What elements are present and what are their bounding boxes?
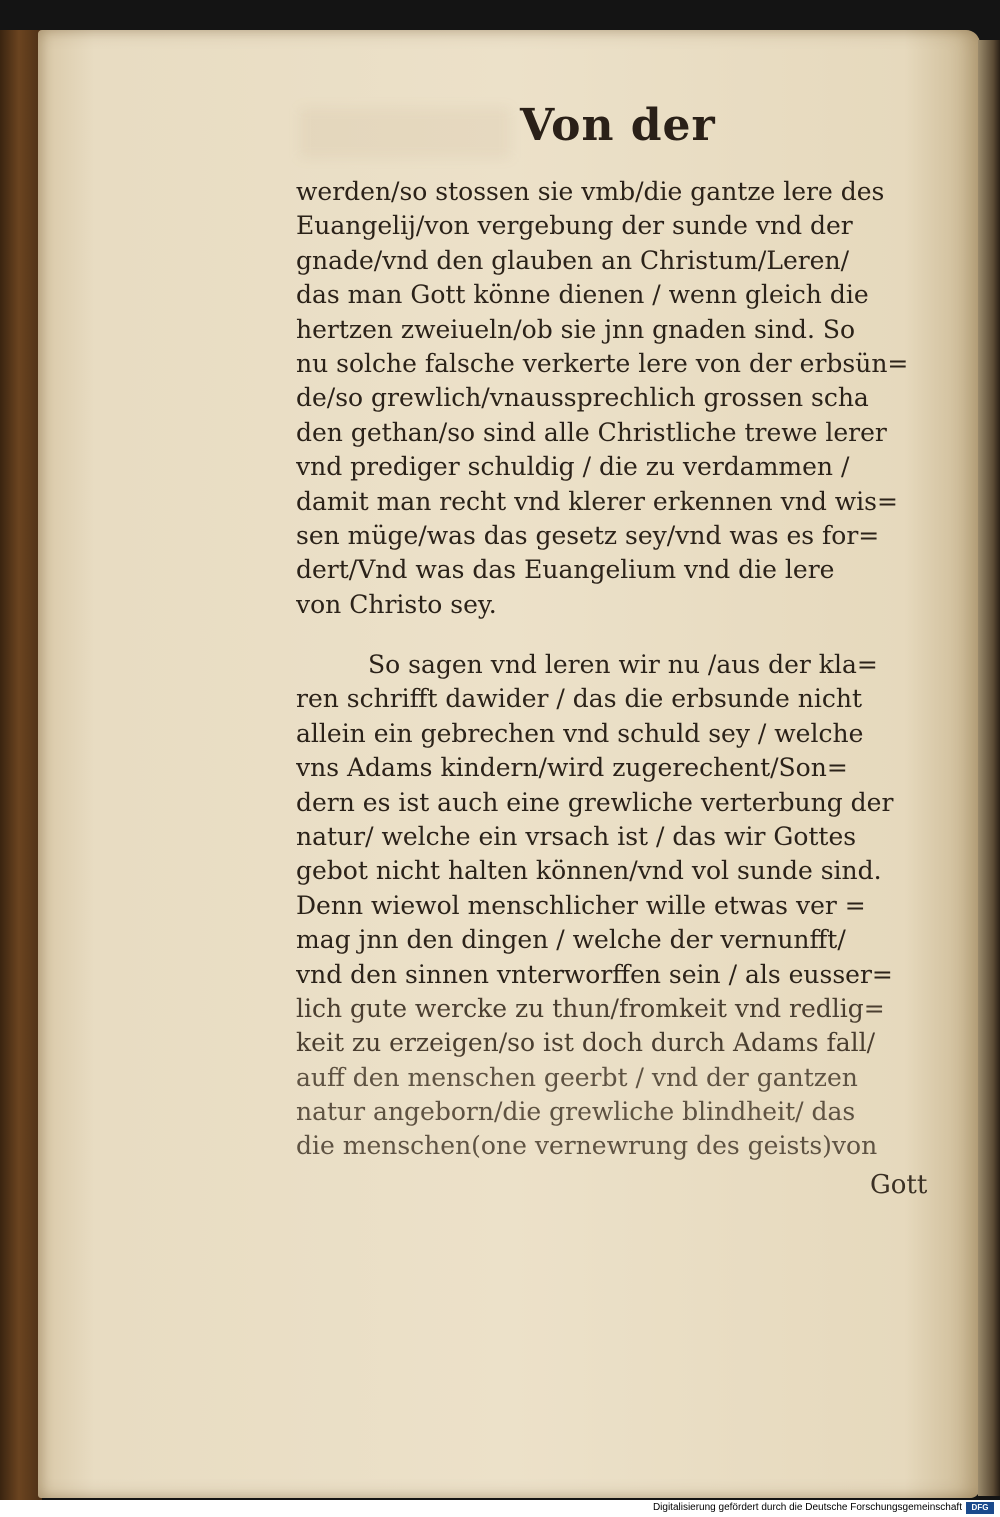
text-line: keit zu erzeigen/so ist doch durch Adams fall/ bbox=[296, 1028, 876, 1058]
text-line: vns Adams kindern/wird zugerechent/Son= bbox=[296, 753, 848, 783]
catchword: Gott bbox=[870, 1170, 928, 1200]
footer-funding-note: Digitalisierung gefördert durch die Deutsche Forschungsgemeinschaft bbox=[652, 1502, 962, 1513]
text-line: dern es ist auch eine grewliche verterbung der bbox=[296, 787, 894, 817]
text-line: hertzen zweiueln/ob sie jnn gnaden sind. So bbox=[296, 314, 856, 344]
dfg-logo: DFG bbox=[966, 1502, 994, 1514]
paragraph-1 bbox=[296, 175, 946, 622]
show-through-heading bbox=[300, 108, 510, 158]
text-line: dert/Vnd was das Euangelium vnd die lere bbox=[296, 555, 835, 585]
page-fore-edge bbox=[978, 40, 1000, 1496]
text-line: auff den menschen geerbt / vnd der gantzen bbox=[296, 1062, 858, 1092]
text-line: natur angeborn/die grewliche blindheit/ das bbox=[296, 1097, 856, 1127]
text-line: de/so grewlich/vnaussprechlich grossen scha bbox=[296, 383, 869, 413]
text-line: vnd den sinnen vnterworffen sein / als eusser= bbox=[296, 959, 893, 989]
text-line: damit man recht vnd klerer erkennen vnd wis= bbox=[296, 486, 898, 516]
running-heading: Von der bbox=[520, 100, 716, 151]
text-line: allein ein gebrechen vnd schuld sey / welche bbox=[296, 718, 864, 748]
text-line: ren schrifft dawider / das die erbsunde nicht bbox=[296, 684, 862, 714]
text-line: sen müge/was das gesetz sey/vnd was es for= bbox=[296, 520, 880, 550]
text-line: natur/ welche ein vrsach ist / das wir Gottes bbox=[296, 821, 857, 851]
text-line: gnade/vnd den glauben an Christum/Leren/ bbox=[296, 245, 850, 275]
text-line: den gethan/so sind alle Christliche trewe lerer bbox=[296, 417, 887, 447]
text-line: nu solche falsche verkerte lere von der erbsün= bbox=[296, 348, 909, 378]
text-line: vnd prediger schuldig / die zu verdammen / bbox=[296, 452, 850, 482]
book-spine-edge bbox=[0, 30, 42, 1500]
text-line: So sagen vnd leren wir nu /aus der kla= bbox=[368, 650, 878, 679]
text-line: gebot nicht halten können/vnd vol sunde sind. bbox=[296, 856, 882, 886]
text-line: das man Gott könne dienen / wenn gleich die bbox=[296, 280, 869, 310]
text-line: lich gute wercke zu thun/fromkeit vnd redlig= bbox=[296, 993, 885, 1023]
text-line: von Christo sey. bbox=[296, 589, 497, 619]
text-line: Euangelij/von vergebung der sunde vnd der bbox=[296, 211, 853, 241]
text-line: Denn wiewol menschlicher wille etwas ver = bbox=[296, 890, 866, 920]
text-line: werden/so stossen sie vmb/die gantze lere des bbox=[296, 177, 885, 206]
paragraph-2 bbox=[296, 648, 946, 1164]
text-line: mag jnn den dingen / welche der vernunfft/ bbox=[296, 925, 846, 955]
text-line: die menschen(one vernewrung des geists)von bbox=[296, 1131, 878, 1161]
